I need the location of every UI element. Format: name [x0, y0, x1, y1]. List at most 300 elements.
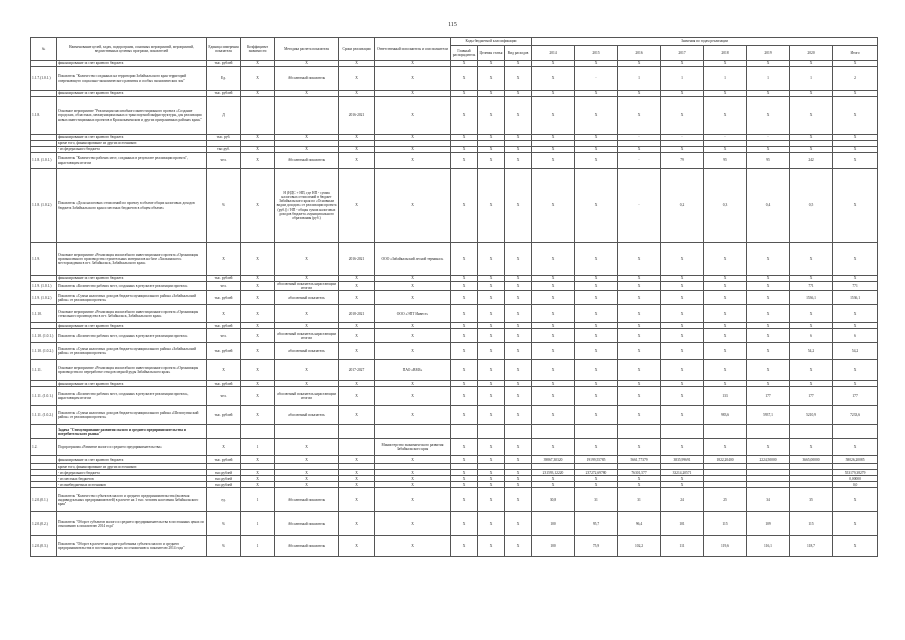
cell-coefficient: Х [241, 406, 275, 425]
cell-term: Х [339, 276, 375, 282]
cell-year-value: Х [618, 360, 661, 381]
cell-year-value: Х [704, 291, 747, 305]
cell-year-value [747, 425, 790, 439]
cell-year-value: Х [661, 323, 704, 329]
cell-budget-code: Х [478, 406, 505, 425]
cell-method: абсолютный показатель [275, 406, 339, 425]
cell-year-value: Х [661, 360, 704, 381]
cell-term: Х [339, 153, 375, 169]
cell-method: Х [275, 147, 339, 153]
cell-method: Х [275, 91, 339, 97]
cell-year-value: Х [532, 282, 575, 291]
cell-term: Х [339, 488, 375, 512]
program-indicators-table [30, 37, 878, 557]
cell-year-value: Х [532, 169, 575, 243]
cell-budget-code: Х [505, 329, 532, 343]
cell-budget-code: Х [451, 61, 478, 67]
cell-coefficient: Х [241, 282, 275, 291]
cell-coefficient: Х [241, 470, 275, 476]
cell-year-value: Х [532, 153, 575, 169]
cell-no: 1.1.10. (1.0.2.) [31, 343, 57, 360]
cell-unit: тыс.рублей [207, 470, 241, 476]
cell-method: Абсолютный показатель [275, 153, 339, 169]
cell-year-value: Х [747, 305, 790, 323]
cell-year-value [704, 425, 747, 439]
cell-year-value: Х [704, 61, 747, 67]
cell-year-value: 2224,50000 [747, 456, 790, 464]
table-row [31, 439, 878, 456]
cell-budget-code: Х [478, 91, 505, 97]
header-budget-col: Целевая статья [478, 46, 505, 61]
cell-responsible: Х [375, 291, 451, 305]
cell-responsible: Х [375, 329, 451, 343]
cell-year-value: - [618, 153, 661, 169]
cell-budget-code: Х [451, 406, 478, 425]
cell-year-value: Х [575, 482, 618, 488]
cell-name: Показатель "Оборот субъектов малого и среднего предпринимательства в постоянных ценах по отношению к показателю 2014 года" [57, 512, 207, 536]
cell-budget-code: Х [505, 439, 532, 456]
cell-year-value: Х [532, 243, 575, 276]
cell-budget-code: Х [451, 439, 478, 456]
cell-unit: тыс. рублей [207, 91, 241, 97]
cell-coefficient: Х [241, 135, 275, 141]
cell-no: 1.1.9. (1.0.2.) [31, 291, 57, 305]
cell-budget-code: Х [451, 512, 478, 536]
cell-year-value: Х [618, 329, 661, 343]
cell-no [31, 456, 57, 464]
cell-year-value: Х [532, 305, 575, 323]
cell-year-value: Х [747, 276, 790, 282]
cell-responsible: Х [375, 470, 451, 476]
header-coefficient: Коэффициент значимости [241, 38, 275, 61]
cell-year-value: Х [575, 243, 618, 276]
cell-budget-code: Х [478, 135, 505, 141]
cell-name: Подпрограмма «Развитие малого и среднего предпринимательства» [57, 439, 207, 456]
cell-budget-code: Х [451, 323, 478, 329]
cell-year-value: Х [532, 406, 575, 425]
cell-year-value: Х [704, 343, 747, 360]
cell-method: Х [275, 305, 339, 323]
cell-name: финансирование за счет краевого бюджета [57, 381, 207, 387]
cell-year-value: Х [532, 147, 575, 153]
cell-year-value: Х [790, 61, 833, 67]
cell-budget-code: Х [505, 323, 532, 329]
cell-year-value: - [747, 135, 790, 141]
cell-budget-code: Х [451, 91, 478, 97]
cell-year-value: Х [790, 97, 833, 135]
cell-year-value: 96,4 [618, 512, 661, 536]
cell-budget-code: Х [505, 512, 532, 536]
cell-term: Х [339, 536, 375, 557]
cell-name: Показатель «Количество рабочих мест, созданных в результате реализации проекта» [57, 282, 207, 291]
cell-unit: тыс. руб. [207, 135, 241, 141]
cell-method: Абсолютный показатель [275, 512, 339, 536]
cell-unit: тыс.рублей [207, 482, 241, 488]
cell-year-value: Х [575, 291, 618, 305]
cell-coefficient: Х [241, 61, 275, 67]
cell-responsible: Х [375, 387, 451, 406]
cell-responsible: Х [375, 153, 451, 169]
cell-year-value: Х [532, 291, 575, 305]
cell-budget-code: Х [478, 381, 505, 387]
cell-term: Х [339, 147, 375, 153]
cell-no: 1.1.8. (1.0.1.) [31, 153, 57, 169]
cell-unit: чел. [207, 387, 241, 406]
cell-budget-code: Х [451, 169, 478, 243]
cell-year-value: Х [532, 97, 575, 135]
cell-coefficient: Х [241, 381, 275, 387]
cell-responsible: Х [375, 282, 451, 291]
cell-method: Х [275, 61, 339, 67]
cell-year-value: Х [661, 305, 704, 323]
cell-budget-code: Х [478, 305, 505, 323]
cell-year-value: 30,8 [532, 488, 575, 512]
cell-name: - из федерального бюджета [57, 147, 207, 153]
cell-budget-code: Х [478, 488, 505, 512]
cell-responsible: Министерство экономического развития Забайкальского края [375, 439, 451, 456]
cell-year-value: Х [532, 135, 575, 141]
cell-name: - из местных бюджетов [57, 476, 207, 482]
cell-year-value: Х [661, 406, 704, 425]
cell-year-value: Х [833, 512, 878, 536]
cell-name: - из внебюджетных источников [57, 482, 207, 488]
cell-term: Х [339, 329, 375, 343]
cell-responsible: Х [375, 488, 451, 512]
cell-no: 1.1.11. [31, 360, 57, 381]
cell-year-value: - [704, 135, 747, 141]
header-year: 2020 [790, 46, 833, 61]
cell-no: 1.1.8. [31, 97, 57, 135]
cell-year-value: Х [618, 323, 661, 329]
cell-year-value: 0,5 [790, 169, 833, 243]
cell-budget-code: Х [478, 291, 505, 305]
table-row [31, 343, 878, 360]
cell-year-value: Х [575, 305, 618, 323]
cell-year-value: Х [704, 97, 747, 135]
cell-year-value: Х [747, 439, 790, 456]
cell-year-value: 111 [661, 536, 704, 557]
cell-no: 1.1.11. (1.0.2.) [31, 406, 57, 425]
cell-method: Абсолютный показатель [275, 488, 339, 512]
cell-term: Х [339, 135, 375, 141]
header-name: Наименование целей, задач, подпрограмм, основных мероприятий, мероприятий, ведомственных целевых программ, показателей [57, 38, 207, 61]
cell-responsible: Х [375, 147, 451, 153]
page-number: 115 [448, 22, 457, 28]
cell-coefficient: 1 [241, 536, 275, 557]
cell-name: кроме того, финансирование из других источников: [57, 464, 207, 470]
cell-name: финансирование за счет краевого бюджета [57, 135, 207, 141]
cell-year-value: Х [661, 61, 704, 67]
cell-year-value: Х [747, 91, 790, 97]
cell-year-value: Х [833, 439, 878, 456]
cell-budget-code: Х [505, 343, 532, 360]
cell-name: финансирование за счет краевого бюджета [57, 323, 207, 329]
cell-year-value: Х [575, 476, 618, 482]
cell-year-value: Х [833, 276, 878, 282]
cell-unit: тыс. рублей [207, 343, 241, 360]
cell-name: финансирование за счет краевого бюджета [57, 91, 207, 97]
table-row [31, 329, 878, 343]
cell-method: Х [275, 456, 339, 464]
cell-budget-code: Х [505, 169, 532, 243]
cell-year-value: 771 [833, 282, 878, 291]
cell-coefficient: Х [241, 456, 275, 464]
cell-year-value: Х [575, 381, 618, 387]
cell-year-value: 115 [704, 512, 747, 536]
cell-term: 2018-2021 [339, 305, 375, 323]
cell-budget-code: Х [478, 536, 505, 557]
cell-budget-code: Х [505, 61, 532, 67]
cell-year-value: Х [833, 97, 878, 135]
cell-budget-code: Х [505, 456, 532, 464]
cell-budget-code: Х [505, 470, 532, 476]
cell-budget-code: Х [451, 67, 478, 91]
cell-year-value: Х [575, 61, 618, 67]
cell-budget-code: Х [451, 536, 478, 557]
cell-year-value: Х [575, 439, 618, 456]
cell-budget-code: Х [478, 323, 505, 329]
cell-year-value: Х [532, 360, 575, 381]
cell-year-value: 54,2 [790, 343, 833, 360]
cell-year-value: - [575, 67, 618, 91]
cell-no: 1.2.0.(0.3.) [31, 536, 57, 557]
cell-year-value: Х [790, 243, 833, 276]
cell-term: Х [339, 343, 375, 360]
cell-responsible: Х [375, 61, 451, 67]
cell-year-value: 6 [833, 329, 878, 343]
cell-term: Х [339, 387, 375, 406]
cell-no: 1.1.9. [31, 243, 57, 276]
cell-year-value: 24 [661, 488, 704, 512]
cell-term: Х [339, 482, 375, 488]
cell-budget-code [505, 425, 532, 439]
cell-year-value: Х [575, 135, 618, 141]
cell-name: Показатель «Сумма налоговых доходов бюджета муниципального района «Шелопугинский район» от реализации проекта» [57, 406, 207, 425]
cell-year-value [618, 425, 661, 439]
cell-budget-code: Х [505, 91, 532, 97]
cell-year-value: Х [833, 91, 878, 97]
cell-budget-code [478, 425, 505, 439]
table-row [31, 360, 878, 381]
cell-name: Показатель "Количество субъектов малого и среднего предпринимательства (включая индивидуальных предпринимателей) в расчете на 1 тыс. человек населения Забайкальского края" [57, 488, 207, 512]
cell-budget-code: Х [505, 381, 532, 387]
header-responsible: Ответственный исполнитель и соисполнители [375, 38, 451, 61]
header-year: Итого [833, 46, 878, 61]
cell-unit: Ед. [207, 67, 241, 91]
cell-year-value: Х [661, 476, 704, 482]
cell-budget-code: Х [505, 147, 532, 153]
cell-year-value: Х [575, 406, 618, 425]
cell-year-value: - [618, 135, 661, 141]
cell-budget-code: Х [478, 169, 505, 243]
cell-budget-code: Х [478, 343, 505, 360]
cell-year-value: 109 [747, 512, 790, 536]
table-row [31, 512, 878, 536]
cell-no: 1.1.11. (1.0.1.) [31, 387, 57, 406]
cell-year-value: Х [618, 476, 661, 482]
cell-method: Х [275, 381, 339, 387]
cell-year-value: 1536,1 [790, 291, 833, 305]
table-row [31, 97, 878, 135]
cell-term: Х [339, 91, 375, 97]
cell-budget-code [451, 425, 478, 439]
cell-year-value: Х [661, 381, 704, 387]
cell-responsible: Х [375, 135, 451, 141]
cell-responsible: Х [375, 536, 451, 557]
cell-year-value: 34 [747, 488, 790, 512]
cell-year-value: Х [704, 360, 747, 381]
cell-year-value: 95 [747, 153, 790, 169]
cell-year-value: Х [618, 97, 661, 135]
cell-responsible [375, 425, 451, 439]
cell-year-value: Х [833, 488, 878, 512]
cell-year-value: 118,7 [790, 536, 833, 557]
table-row [31, 153, 878, 169]
cell-budget-code: Х [505, 291, 532, 305]
cell-term: Х [339, 67, 375, 91]
cell-term: 2017-2027 [339, 360, 375, 381]
cell-responsible: Х [375, 97, 451, 135]
cell-coefficient: Х [241, 169, 275, 243]
cell-year-value: 2 [833, 67, 878, 91]
cell-budget-code: Х [451, 482, 478, 488]
cell-budget-code: Х [451, 387, 478, 406]
cell-budget-code: Х [505, 476, 532, 482]
cell-year-value: - [618, 169, 661, 243]
header-values-by-year: Значения по годам реализации [532, 38, 878, 46]
cell-year-value: Х [661, 243, 704, 276]
cell-unit: тыс. рублей [207, 406, 241, 425]
cell-year-value: Х [704, 305, 747, 323]
cell-term: Х [339, 323, 375, 329]
cell-responsible: Х [375, 482, 451, 488]
cell-method: Н (НДС + НП, где НП - сумма налоговых отчислений в бюджет Забайкальского края по «Основным видам доходов» от реализации проекта (руб.)) / НП - общая сумма налоговых доходов бюджета «муниципального образования (руб.) [275, 169, 339, 243]
table-row [31, 387, 878, 406]
cell-year-value: Х [833, 153, 878, 169]
cell-method: Х [275, 476, 339, 482]
table-row [31, 406, 878, 425]
cell-year-value: Х [532, 343, 575, 360]
cell-coefficient: Х [241, 482, 275, 488]
cell-unit: ед. [207, 488, 241, 512]
cell-year-value: Х [618, 282, 661, 291]
cell-year-value: Х [704, 381, 747, 387]
cell-term: Х [339, 282, 375, 291]
cell-budget-code: Х [478, 276, 505, 282]
cell-year-value: Х [833, 536, 878, 557]
cell-year-value: 553179,38279 [833, 470, 878, 476]
cell-year-value: Х [618, 291, 661, 305]
cell-coefficient: Х [241, 67, 275, 91]
cell-year-value: 1 [790, 67, 833, 91]
cell-year-value: Х [575, 329, 618, 343]
cell-budget-code: Х [505, 488, 532, 512]
cell-year-value: Х [661, 147, 704, 153]
cell-year-value: Х [532, 67, 575, 91]
cell-year-value: 771 [790, 282, 833, 291]
cell-unit: Х [207, 305, 241, 323]
cell-term: Х [339, 512, 375, 536]
cell-budget-code: Х [451, 305, 478, 323]
cell-year-value: Х [575, 276, 618, 282]
table-row [31, 282, 878, 291]
cell-coefficient: Х [241, 305, 275, 323]
cell-term: Х [339, 169, 375, 243]
cell-method: Х [275, 243, 339, 276]
cell-year-value: Х [532, 91, 575, 97]
cell-year-value: Х [575, 282, 618, 291]
cell-year-value: Х [704, 91, 747, 97]
cell-name: Основное мероприятие «Реализация масштабного инвестиционного проекта «Организация стекольного производства в пгт. Забайкальск, Забайкальского края» [57, 305, 207, 323]
cell-year-value: 133 [704, 387, 747, 406]
cell-no: 1.2.0.(0.1.) [31, 488, 57, 512]
cell-year-value: Х [704, 329, 747, 343]
cell-unit: тыс. рублей [207, 323, 241, 329]
cell-year-value: 3835,99691 [661, 456, 704, 464]
cell-budget-code: Х [478, 476, 505, 482]
cell-responsible: Х [375, 169, 451, 243]
cell-budget-code: Х [505, 243, 532, 276]
cell-year-value: 5937,1 [747, 406, 790, 425]
cell-budget-code: Х [451, 381, 478, 387]
cell-year-value: Х [575, 91, 618, 97]
cell-budget-code: Х [478, 360, 505, 381]
cell-budget-code: Х [451, 291, 478, 305]
cell-year-value: Х [575, 153, 618, 169]
cell-year-value: Х [747, 323, 790, 329]
cell-responsible: Х [375, 91, 451, 97]
cell-year-value: Х [704, 243, 747, 276]
cell-year-value: 6 [790, 329, 833, 343]
cell-budget-code: Х [505, 387, 532, 406]
cell-year-value: Х [747, 282, 790, 291]
cell-year-value: 100 [532, 512, 575, 536]
cell-method [275, 97, 339, 135]
cell-name: Показатель "Количество рабочих мест, созданных в результате реализации проекта", нарастающим итогом [57, 153, 207, 169]
cell-budget-code: Х [451, 147, 478, 153]
cell-year-value: 75,9 [575, 536, 618, 557]
cell-unit: тыс.рублей [207, 476, 241, 482]
cell-year-value: 177 [833, 387, 878, 406]
cell-name: Основное мероприятие «Реализация масштабного инвестиционного проекта «Организация промышленного производства строительных материалов на базе «Хилкинского» месторождения в пгт. Забайкальск, Забайкальского края» [57, 243, 207, 276]
cell-budget-code: Х [505, 153, 532, 169]
cell-coefficient: Х [241, 153, 275, 169]
cell-budget-code: Х [478, 153, 505, 169]
cell-method: абсолютный показатель нарастающим итогом [275, 387, 339, 406]
cell-year-value: 19199,55785 [575, 456, 618, 464]
cell-unit: % [207, 536, 241, 557]
cell-unit: чел. [207, 153, 241, 169]
cell-year-value: Х [575, 387, 618, 406]
table-body [31, 61, 878, 557]
cell-responsible: Х [375, 381, 451, 387]
cell-responsible: Х [375, 406, 451, 425]
cell-coefficient: 1 [241, 512, 275, 536]
cell-year-value: 58026,20085 [833, 456, 878, 464]
cell-year-value: 5661,77379 [618, 456, 661, 464]
cell-coefficient: Х [241, 147, 275, 153]
cell-unit: Х [207, 439, 241, 456]
cell-term: 2016-2021 [339, 243, 375, 276]
cell-year-value: Х [618, 91, 661, 97]
cell-year-value: 5210,9 [790, 406, 833, 425]
cell-responsible: Х [375, 343, 451, 360]
cell-method: абсолютный показатель [275, 343, 339, 360]
cell-budget-code: Х [451, 456, 478, 464]
cell-responsible: Х [375, 276, 451, 282]
cell-coefficient: Х [241, 343, 275, 360]
cell-year-value: Х [790, 276, 833, 282]
